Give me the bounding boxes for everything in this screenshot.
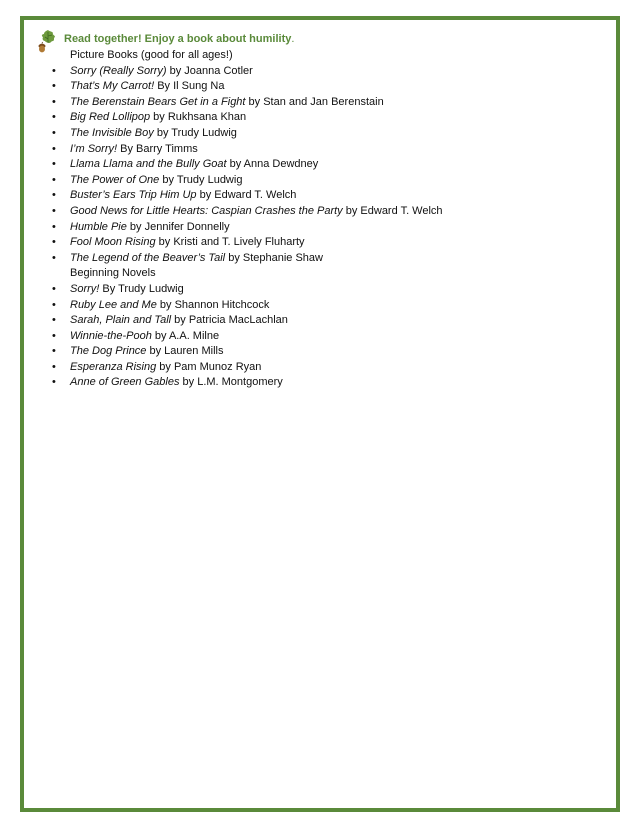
- book-title: The Power of One: [70, 173, 160, 186]
- book-title: Sarah, Plain and Tall: [70, 314, 172, 327]
- list-item: [52, 79, 612, 95]
- book-lists: [52, 48, 612, 391]
- book-author: By Il Sung Na: [154, 80, 225, 93]
- list-item: [52, 329, 612, 345]
- heading-period: .: [291, 33, 295, 45]
- heading: [64, 32, 294, 46]
- page-border: [20, 16, 620, 812]
- book-title: The Legend of the Beaver’s Tail: [70, 251, 226, 264]
- list-item: [52, 142, 612, 158]
- book-title: Anne of Green Gables: [70, 376, 180, 389]
- list-item: [52, 360, 612, 376]
- book-title: Esperanza Rising: [70, 360, 157, 373]
- book-title: The Dog Prince: [70, 345, 147, 358]
- book-author: by L.M. Montgomery: [179, 376, 283, 389]
- list-item: [52, 110, 612, 126]
- book-title: Sorry!: [70, 282, 100, 295]
- book-author: by Joanna Cotler: [166, 64, 253, 77]
- book-title: Humble Pie: [70, 220, 127, 233]
- book-author: by Edward T. Welch: [196, 189, 297, 202]
- book-author: by Trudy Ludwig: [159, 173, 243, 186]
- list-item: [52, 251, 612, 267]
- book-author: by Stephanie Shaw: [225, 251, 323, 264]
- book-author: by Anna Dewdney: [226, 158, 319, 171]
- book-title: The Berenstain Bears Get in a Fight: [70, 95, 246, 108]
- book-author: by Stan and Jan Berenstain: [245, 95, 384, 108]
- book-author: by Shannon Hitchcock: [156, 298, 270, 311]
- book-title: That’s My Carrot!: [70, 80, 155, 93]
- book-title: The Invisible Boy: [70, 126, 154, 139]
- list-item: [52, 64, 612, 80]
- list-item: [52, 173, 612, 189]
- book-title: Big Red Lollipop: [70, 111, 151, 124]
- book-author: By Trudy Ludwig: [99, 282, 184, 295]
- section-label-picture-books: Picture Books (good for all ages!): [70, 49, 233, 61]
- book-author: by Jennifer Donnelly: [126, 220, 230, 233]
- book-author: by Rukhsana Khan: [150, 111, 247, 124]
- list-item: [52, 344, 612, 360]
- book-title: Llama Llama and the Bully Goat: [70, 158, 227, 171]
- list-item: [52, 282, 612, 298]
- book-author: by Pam Munoz Ryan: [156, 360, 262, 373]
- heading-text: Read together! Enjoy a book about humility: [64, 33, 292, 45]
- book-author: by A.A. Milne: [151, 329, 220, 342]
- list-item: [52, 95, 612, 111]
- book-title: Sorry (Really Sorry): [70, 64, 167, 77]
- picture-books-list: [52, 64, 612, 267]
- list-item: [52, 220, 612, 236]
- book-title: Buster’s Ears Trip Him Up: [70, 189, 197, 202]
- book-author: by Lauren Mills: [146, 345, 224, 358]
- list-item: [52, 126, 612, 142]
- list-item: [52, 298, 612, 314]
- book-title: Good News for Little Hearts: Caspian Crashes the Party: [70, 204, 343, 217]
- book-title: Ruby Lee and Me: [70, 298, 157, 311]
- list-item: [52, 235, 612, 251]
- book-author: by Patricia MacLachlan: [171, 314, 288, 327]
- book-author: by Trudy Ludwig: [153, 126, 237, 139]
- book-title: Fool Moon Rising: [70, 236, 156, 249]
- book-title: Winnie-the-Pooh: [70, 329, 152, 342]
- book-author: By Barry Timms: [117, 142, 198, 155]
- list-item: [52, 204, 612, 220]
- section-label-beginning-novels: Beginning Novels: [70, 267, 156, 280]
- list-item: [52, 375, 612, 391]
- book-title: I’m Sorry!: [70, 142, 118, 155]
- beginning-novels-list: [52, 282, 612, 391]
- book-author: by Kristi and T. Lively Fluharty: [155, 236, 305, 249]
- list-item: [52, 188, 612, 204]
- list-item: [52, 157, 612, 173]
- book-author: by Edward T. Welch: [342, 204, 443, 217]
- list-item: [52, 313, 612, 329]
